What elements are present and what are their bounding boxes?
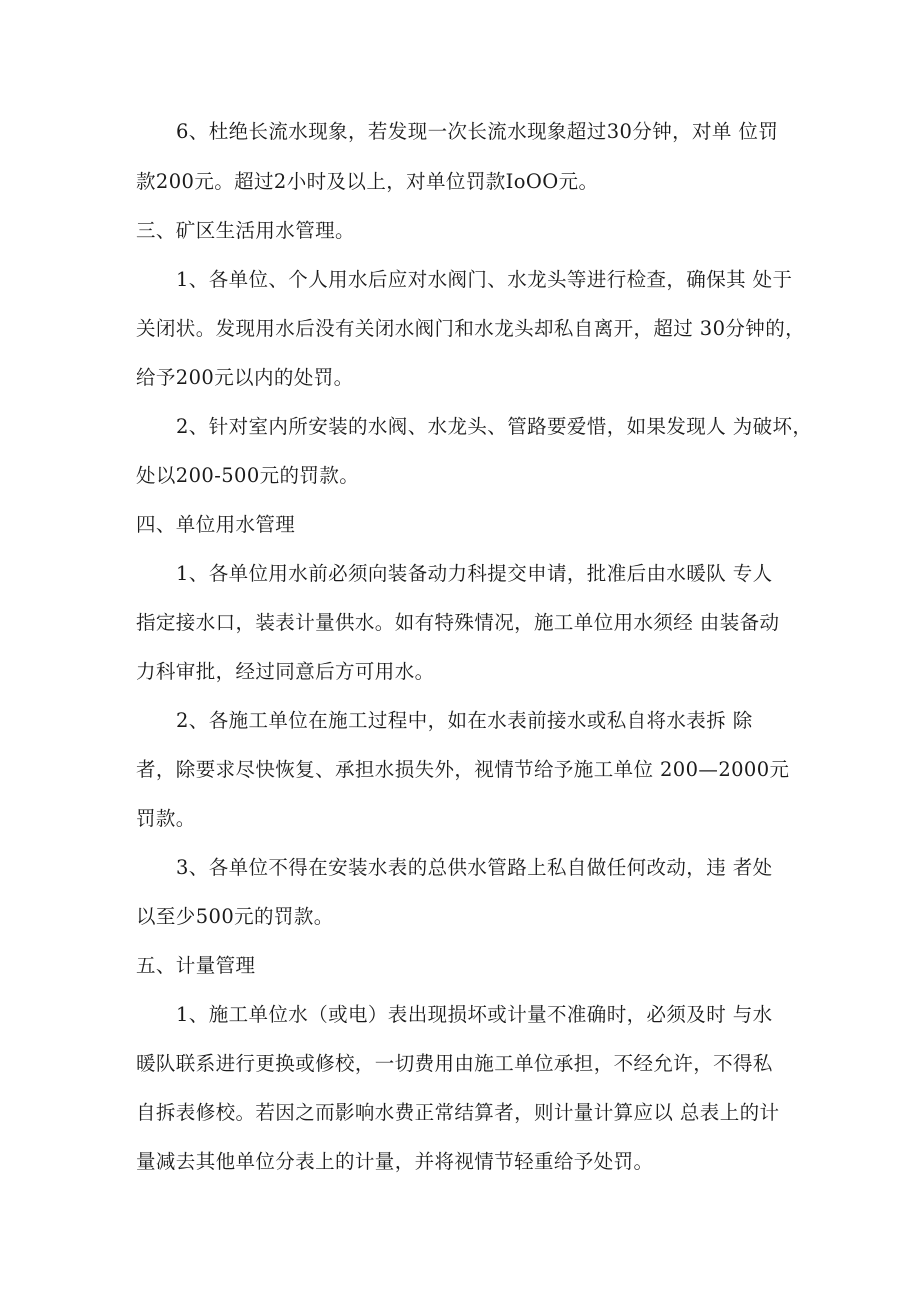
paragraph-line: 者，除要求尽快恢复、承担水损失外，视情节给予施工单位 200—2000元: [136, 758, 790, 781]
paragraph-line: 款200元。超过2小时及以上，对单位罚款IoOO元。: [136, 170, 599, 193]
paragraph-line: 1、各单位、个人用水后应对水阀门、水龙头等进行检查，确保其 处于: [176, 268, 793, 291]
paragraph-line: 1、施工单位水（或电）表出现损坏或计量不准确时，必须及时 与水: [176, 1003, 773, 1026]
paragraph-line: 罚款。: [136, 807, 196, 830]
paragraph-line: 6、杜绝长流水现象，若发现一次长流水现象超过30分钟，对单 位罚: [176, 120, 779, 143]
paragraph-line: 量减去其他单位分表上的计量，并将视情节轻重给予处罚。: [136, 1150, 654, 1173]
paragraph-line: 关闭状。发现用水后没有关闭水阀门和水龙头却私自离开，超过 30分钟的，: [136, 317, 806, 340]
paragraph-line: 暖队联系进行更换或修校，一切费用由施工单位承担，不经允许，不得私: [136, 1052, 773, 1075]
paragraph-line: 处以200-500元的罚款。: [136, 464, 360, 487]
paragraph-line: 自拆表修校。若因之而影响水费正常结算者，则计量计算应以 总表上的计: [136, 1101, 780, 1124]
section-heading: 四、单位用水管理: [136, 513, 296, 536]
paragraph-line: 2、针对室内所安装的水阀、水龙头、管路要爱惜，如果发现人 为破坏，: [176, 415, 813, 438]
paragraph-line: 指定接水口，装表计量供水。如有特殊情况，施工单位用水须经 由装备动: [136, 611, 780, 634]
paragraph-line: 3、各单位不得在安装水表的总供水管路上私自做任何改动，违 者处: [176, 856, 773, 879]
paragraph-line: 2、各施工单位在施工过程中，如在水表前接水或私自将水表拆 除: [176, 709, 753, 732]
paragraph-line: 力科审批，经过同意后方可用水。: [136, 660, 435, 683]
section-heading: 三、矿区生活用水管理。: [136, 219, 355, 242]
paragraph-line: 给予200元以内的处罚。: [136, 366, 354, 389]
paragraph-line: 1、各单位用水前必须向装备动力科提交申请，批准后由水暖队 专人: [176, 562, 773, 585]
section-heading: 五、计量管理: [136, 954, 256, 977]
paragraph-line: 以至少500元的罚款。: [136, 905, 334, 928]
